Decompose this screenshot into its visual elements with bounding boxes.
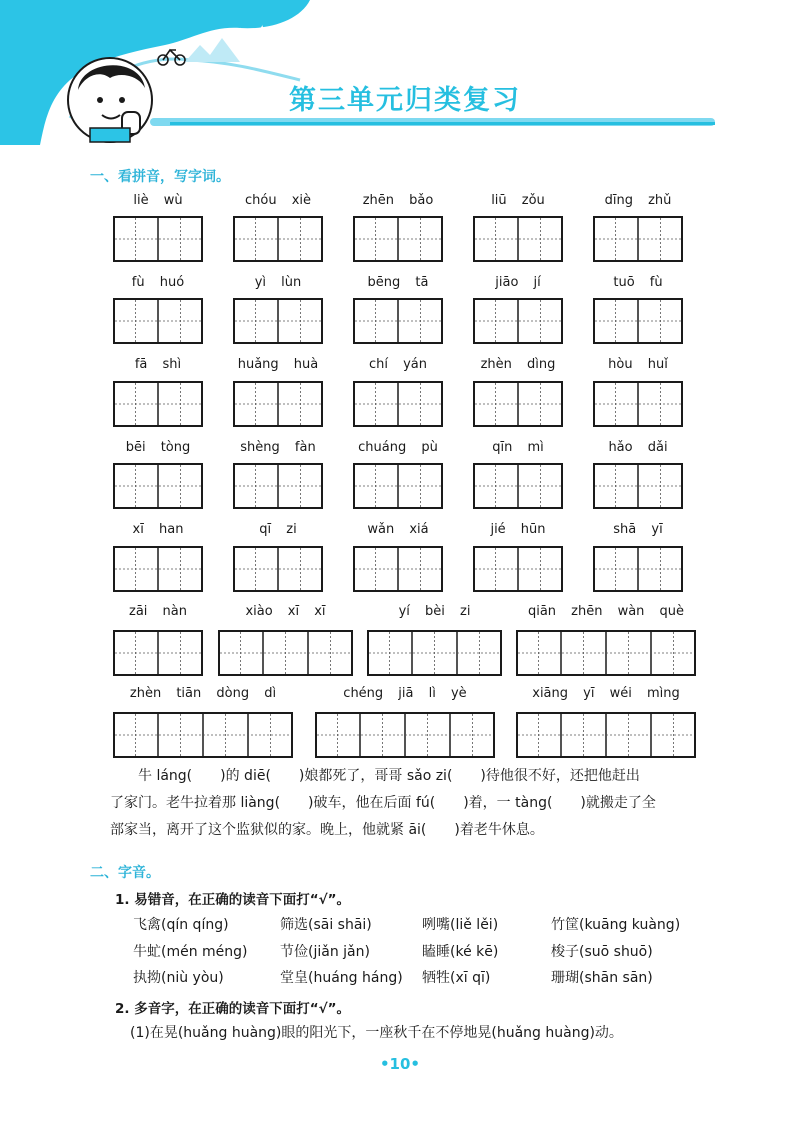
pinyin-label: bēi tòng xyxy=(125,440,191,455)
writing-box[interactable] xyxy=(233,463,323,509)
pronunciation-item[interactable]: 牺牲(xī qī) xyxy=(422,970,491,986)
pronunciation-item[interactable]: 节俭(jiǎn jǎn) xyxy=(280,944,370,960)
section2-heading: 二、字音。 xyxy=(90,865,160,881)
writing-box[interactable] xyxy=(113,546,203,592)
pinyin-label: zhèn tiān dòng dì xyxy=(129,686,277,701)
pinyin-label: tuō fù xyxy=(613,275,663,290)
writing-box[interactable] xyxy=(113,630,203,676)
passage xyxy=(110,763,730,844)
pinyin-label: huǎng huà xyxy=(237,357,319,372)
pinyin-label: chóu xiè xyxy=(244,193,311,208)
pinyin-label: fā shì xyxy=(134,357,182,372)
question-2: 2. 多音字，在正确的读音下面打“√”。 xyxy=(115,1001,350,1017)
writing-box[interactable] xyxy=(353,216,443,262)
pronunciation-item[interactable]: 珊瑚(shān sān) xyxy=(551,970,653,986)
question-1: 1. 易错音，在正确的读音下面打“√”。 xyxy=(115,892,350,908)
pinyin-label: hòu huǐ xyxy=(608,357,668,372)
pronunciation-item[interactable]: 竹筐(kuāng kuàng) xyxy=(551,917,681,933)
pinyin-label: jié hūn xyxy=(490,522,546,537)
writing-box[interactable] xyxy=(593,216,683,262)
pinyin-label: xiào xī xī xyxy=(245,604,326,619)
pinyin-label: liū zǒu xyxy=(491,193,545,208)
pronunciation-item[interactable]: 瞌睡(ké kē) xyxy=(422,944,499,960)
question-2-line-1: (1)在晃(huǎng huàng)眼的阳光下，一座秋千在不停地晃(huǎng huàng)动。 xyxy=(130,1025,623,1041)
pinyin-label: bēng tā xyxy=(367,275,429,290)
pinyin-label: qiān zhēn wàn què xyxy=(527,604,685,619)
pronunciation-item[interactable]: 堂皇(huáng háng) xyxy=(280,970,403,986)
writing-box[interactable] xyxy=(233,216,323,262)
pinyin-label: qī zi xyxy=(259,522,297,537)
pinyin-label: jiāo jí xyxy=(495,275,541,290)
writing-box[interactable] xyxy=(367,630,502,676)
writing-box[interactable] xyxy=(218,630,353,676)
writing-box[interactable] xyxy=(473,546,563,592)
pronunciation-item[interactable]: 咧嘴(liě lěi) xyxy=(422,917,499,933)
pronunciation-item[interactable]: 牛虻(mén méng) xyxy=(133,944,248,960)
pinyin-label: chuáng pù xyxy=(358,440,438,455)
writing-box[interactable] xyxy=(113,463,203,509)
page-number: •10• xyxy=(379,1055,421,1073)
writing-box[interactable] xyxy=(353,546,443,592)
pinyin-label: xiāng yī wéi mìng xyxy=(532,686,680,701)
pinyin-label: yí bèi zi xyxy=(398,604,471,619)
writing-box[interactable] xyxy=(233,298,323,344)
page-title: 第三单元归类复习 xyxy=(289,85,521,116)
pronunciation-item[interactable]: 梭子(suō shuō) xyxy=(551,944,653,960)
pinyin-label: chí yán xyxy=(368,357,428,372)
pinyin-label: xī han xyxy=(132,522,184,537)
writing-box[interactable] xyxy=(473,298,563,344)
pronunciation-item[interactable]: 飞禽(qín qíng) xyxy=(133,917,229,933)
pinyin-label: hǎo dǎi xyxy=(608,440,668,455)
bicycle-icon xyxy=(158,50,185,65)
writing-box[interactable] xyxy=(315,712,495,758)
writing-box[interactable] xyxy=(473,463,563,509)
writing-box[interactable] xyxy=(473,381,563,427)
writing-box[interactable] xyxy=(593,463,683,509)
writing-box[interactable] xyxy=(593,381,683,427)
pinyin-label: zhèn dìng xyxy=(480,357,556,372)
writing-box[interactable] xyxy=(233,546,323,592)
mountains xyxy=(185,38,240,62)
pinyin-label: zhēn bǎo xyxy=(362,193,434,208)
writing-box[interactable] xyxy=(593,298,683,344)
writing-box[interactable] xyxy=(113,381,203,427)
pinyin-label: dīng zhǔ xyxy=(604,193,672,208)
svg-text:✦: ✦ xyxy=(235,25,246,39)
pinyin-label: shèng fàn xyxy=(240,440,316,455)
writing-box[interactable] xyxy=(516,630,696,676)
passage-line-3: 部家当，离开了这个监狱似的家。晚上，他就紧 āi( )着老牛休息。 xyxy=(110,822,544,838)
svg-text:✦: ✦ xyxy=(258,24,267,35)
writing-box[interactable] xyxy=(353,298,443,344)
writing-box[interactable] xyxy=(593,546,683,592)
writing-box[interactable] xyxy=(516,712,696,758)
writing-box[interactable] xyxy=(113,216,203,262)
pinyin-label: shā yī xyxy=(613,522,663,537)
pinyin-label: qīn mì xyxy=(492,440,544,455)
writing-box[interactable] xyxy=(113,298,203,344)
writing-box[interactable] xyxy=(233,381,323,427)
writing-box[interactable] xyxy=(473,216,563,262)
passage-line-1: 牛 láng( )的 diē( )娘都死了，哥哥 sǎo zi( )待他很不好，还把他赶出 xyxy=(138,768,640,784)
passage-line-2: 了家门。老牛拉着那 liàng( )破车，他在后面 fú( )着，一 tàng( )就搬走了全 xyxy=(110,795,656,811)
pinyin-label: wǎn xiá xyxy=(367,522,429,537)
pinyin-label: zāi nàn xyxy=(129,604,187,619)
section1-heading: 一、看拼音，写字词。 xyxy=(90,169,230,185)
pinyin-label: liè wù xyxy=(133,193,183,208)
pinyin-label: fù huó xyxy=(131,275,185,290)
pinyin-label: chéng jiā lì yè xyxy=(343,686,467,701)
pronunciation-item[interactable]: 执拗(niù yòu) xyxy=(133,970,224,986)
pronunciation-item[interactable]: 筛选(sāi shāi) xyxy=(280,917,372,933)
writing-box[interactable] xyxy=(113,712,293,758)
writing-box[interactable] xyxy=(353,463,443,509)
writing-box[interactable] xyxy=(353,381,443,427)
boy-mascot-icon xyxy=(68,58,152,142)
pinyin-label: yì lùn xyxy=(254,275,302,290)
